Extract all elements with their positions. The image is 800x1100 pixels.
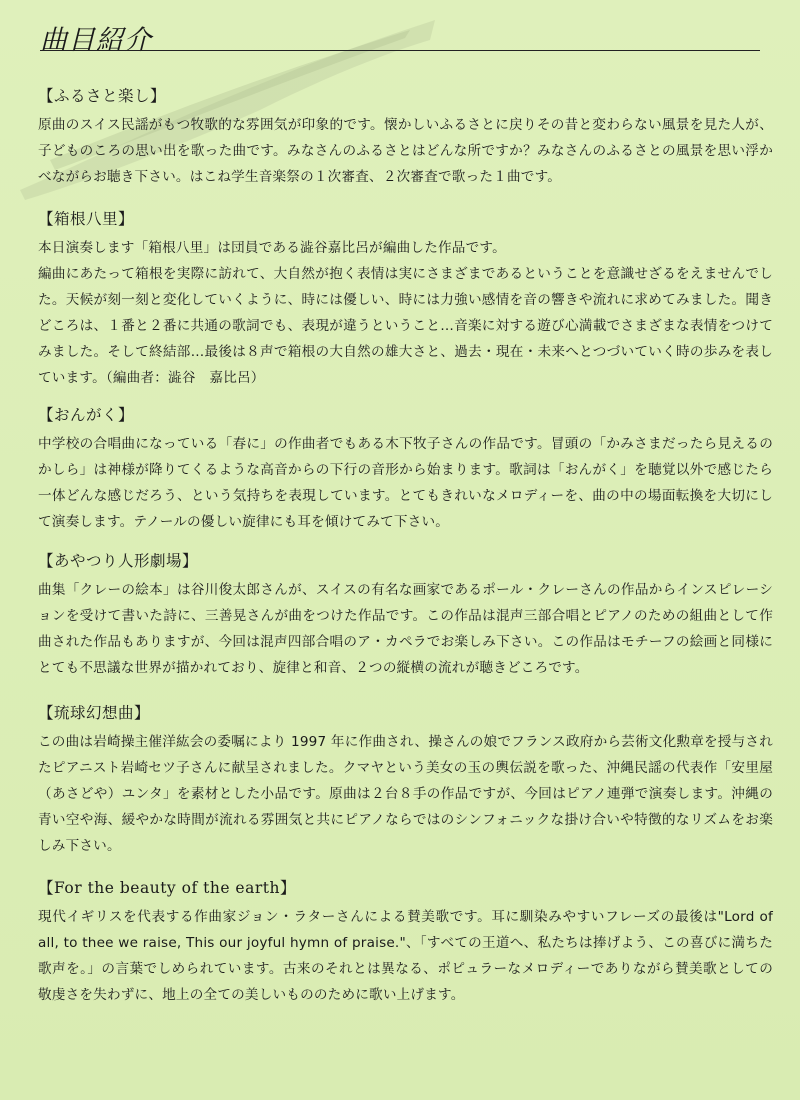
section-text: この曲は岩崎操主催洋紘会の委嘱により 1997 年に作曲され、操さんの娘でフランス政府から芸術文化勲章を授与されたピアニスト岩崎セツ子さんに献呈されました。クマヤという美女の玉の輿伝説を歌った、沖縄民謡の代表作「安里屋（あさどや）ユンタ」を素材とした小品です。原曲は２台８手の作品ですが、今回はピアノ連弾で演奏します。沖縄の青い空や海、緩やかな時間が流れる雰囲気と共にピアノならではのシンフォニックな掛け合いや特徴的なリズムをお楽しみ下さい。 bbox=[38, 734, 773, 854]
section-text: 曲集「クレーの絵本」は谷川俊太郎さんが、スイスの有名な画家であるポール・クレーさんの作品からインスピレーションを受けて書いた詩に、三善晃さんが曲をつけた作品です。この作品は混声三部合唱とピアノのための組曲として作曲された作品もありますが、今回は混声四部合唱のア・カペラでお楽しみ下さい。この作品はモチーフの絵画と同様にとても不思議な世界が描かれており、旋律と和音、２つの縦横の流れが聴きどころです。 bbox=[38, 582, 773, 676]
section-text: 現代イギリスを代表する作曲家ジョン・ラターさんによる賛美歌です。耳に馴染みやすいフレーズの最後は"Lord of all, to thee we raise, This our joyful hymn of praise."、「すべての王道へ、私たちは捧げよう、この喜びに満ちた歌声を。」の言葉でしめられています。古来のそれとは異なる、ポピュラーなメロディーでありながら賛美歌としての敬虔さを失わずに、地上の全ての美しいもののために歌い上げます。 bbox=[38, 909, 773, 1003]
section-furusato bbox=[38, 84, 773, 190]
section-heading: 【箱根八里】 bbox=[38, 210, 135, 228]
section-ongaku bbox=[38, 403, 773, 535]
section-heading: 【ふるさと楽し】 bbox=[38, 87, 167, 105]
section-heading: 【おんがく】 bbox=[38, 406, 135, 424]
section-heading: 【あやつり人形劇場】 bbox=[38, 552, 199, 570]
section-text: 本日演奏します「箱根八里」は団員である澁谷嘉比呂が編曲した作品です。 bbox=[38, 240, 506, 256]
section-text: 原曲のスイス民謡がもつ牧歌的な雰囲気が印象的です。懐かしいふるさとに戻りその昔と変わらない風景を見た人が、子どものころの思い出を歌った曲です。みなさんのふるさとはどんな所ですか？みなさんのふるさとの風景を思い浮かべながらお聴き下さい。はこね学生音楽祭の１次審査、２次審査で歌った１曲です。 bbox=[38, 117, 773, 185]
section-heading: 【For the beauty of the earth】 bbox=[38, 879, 296, 897]
section-ayatsuri bbox=[38, 549, 773, 681]
title-underline bbox=[40, 50, 760, 51]
page-title: 曲目紹介 bbox=[40, 25, 152, 56]
section-ryukyu bbox=[38, 701, 773, 859]
section-for-the-beauty bbox=[38, 876, 773, 1008]
section-text: 編曲にあたって箱根を実際に訪れて、大自然が抱く表情は実にさまざまであるということを意識せざるをえませんでした。天候が刻一刻と変化していくように、時には優しい、時には力強い感情を音の響きや流れに求めてみました。聞きどころは、１番と２番に共通の歌詞でも、表現が違うということ…音楽に対する遊び心満載でさまざまな表情をつけてみました。そして終結部…最後は８声で箱根の大自然の雄大さと、過去・現在・未来へとつづいていく時の歩みを表しています。（編曲者：澁谷 嘉比呂） bbox=[38, 266, 773, 386]
section-hakone-hachiri bbox=[38, 207, 773, 391]
section-text: 中学校の合唱曲になっている「春に」の作曲者でもある木下牧子さんの作品です。冒頭の「かみさまだったら見えるのかしら」は神様が降りてくるような高音からの下行の音形から始まります。歌詞は「おんがく」を聴覚以外で感じたら一体どんな感じだろう、という気持ちを表現しています。とてもきれいなメロディーを、曲の中の場面転換を大切にして演奏します。テノールの優しい旋律にも耳を傾けてみて下さい。 bbox=[38, 436, 773, 530]
section-heading: 【琉球幻想曲】 bbox=[38, 704, 151, 722]
